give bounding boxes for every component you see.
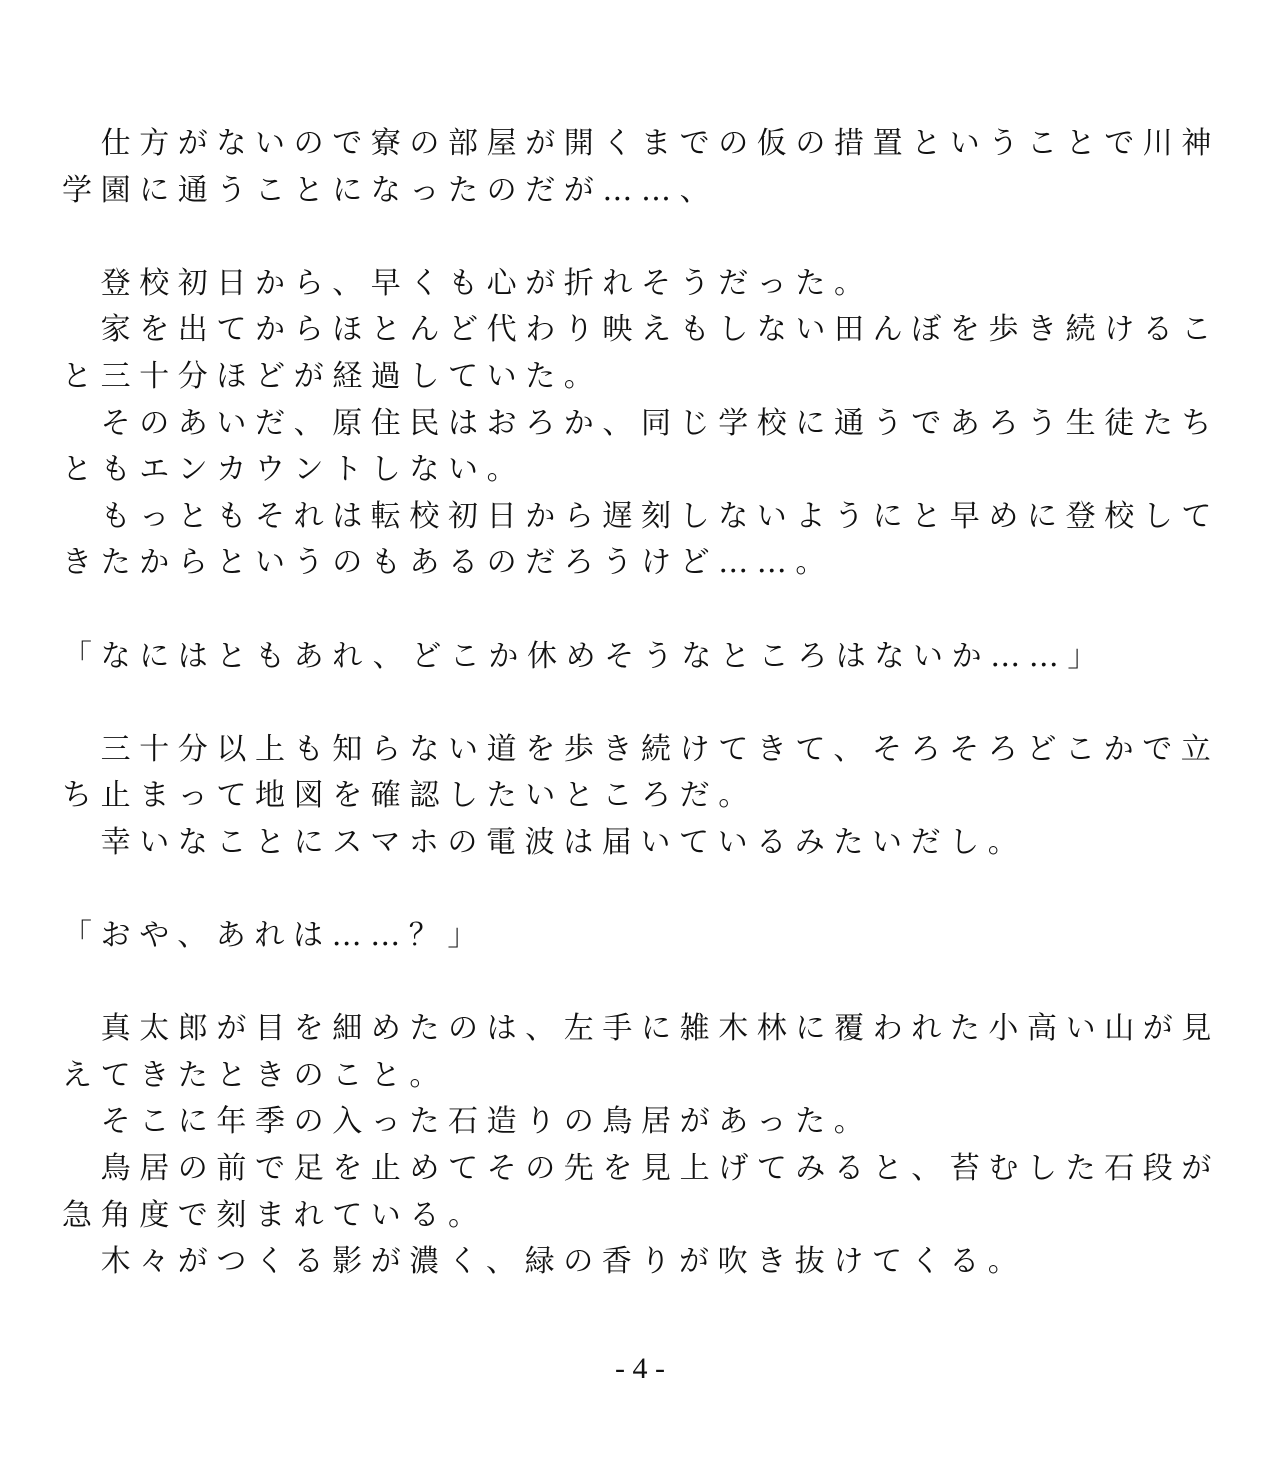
dialogue-line: 「なにはともあれ、どこか休めそうなところはないか……」	[62, 638, 1106, 674]
text-line: 鳥居の前で足を止めてその先を見上げてみると、苔むした石段が	[62, 1151, 1220, 1187]
blank-line	[62, 960, 1222, 1007]
text-line: 仕方がないので寮の部屋が開くまでの仮の措置ということで川神	[62, 126, 1220, 161]
text-line: と三十分ほどが経過していた。	[62, 358, 603, 394]
blank-line	[62, 867, 1222, 914]
text-line: 急角度で刻まれている。	[62, 1197, 487, 1233]
body-text	[62, 121, 1222, 1286]
blank-line	[62, 587, 1222, 634]
text-line: ち止まって地図を確認したいところだ。	[62, 778, 757, 814]
text-line: そこに年季の入った石造りの鳥居があった。	[62, 1104, 873, 1140]
text-line: そのあいだ、原住民はおろか、同じ学校に通うであろう生徒たち	[62, 405, 1220, 441]
text-line: 三十分以上も知らない道を歩き続けてきて、そろそろどこかで立	[62, 731, 1220, 767]
text-line: 登校初日から、早くも心が折れそうだった。	[62, 265, 873, 301]
text-line: ともエンカウントしない。	[62, 452, 526, 488]
blank-line	[62, 214, 1222, 261]
text-line: 真太郎が目を細めたのは、左手に雑木林に覆われた小高い山が見	[62, 1011, 1220, 1047]
text-line: 木々がつくる影が濃く、緑の香りが吹き抜けてくる。	[62, 1244, 1027, 1280]
text-line: もっともそれは転校初日から遅刻しないようにと早めに登校して	[62, 498, 1220, 534]
text-line: きたからというのもあるのだろうけど……。	[62, 545, 834, 581]
text-line: 学園に通うことになったのだが……、	[62, 172, 719, 208]
text-line: 幸いなことにスマホの電波は届いているみたいだし。	[62, 824, 1027, 860]
blank-line	[62, 680, 1222, 727]
text-line: えてきたときのこと。	[62, 1057, 448, 1093]
page-number: - 4 -	[615, 1352, 665, 1385]
dialogue-line: 「おや、あれは……？」	[62, 918, 486, 954]
text-line: 家を出てからほとんど代わり映えもしない田んぼを歩き続けるこ	[62, 312, 1220, 348]
